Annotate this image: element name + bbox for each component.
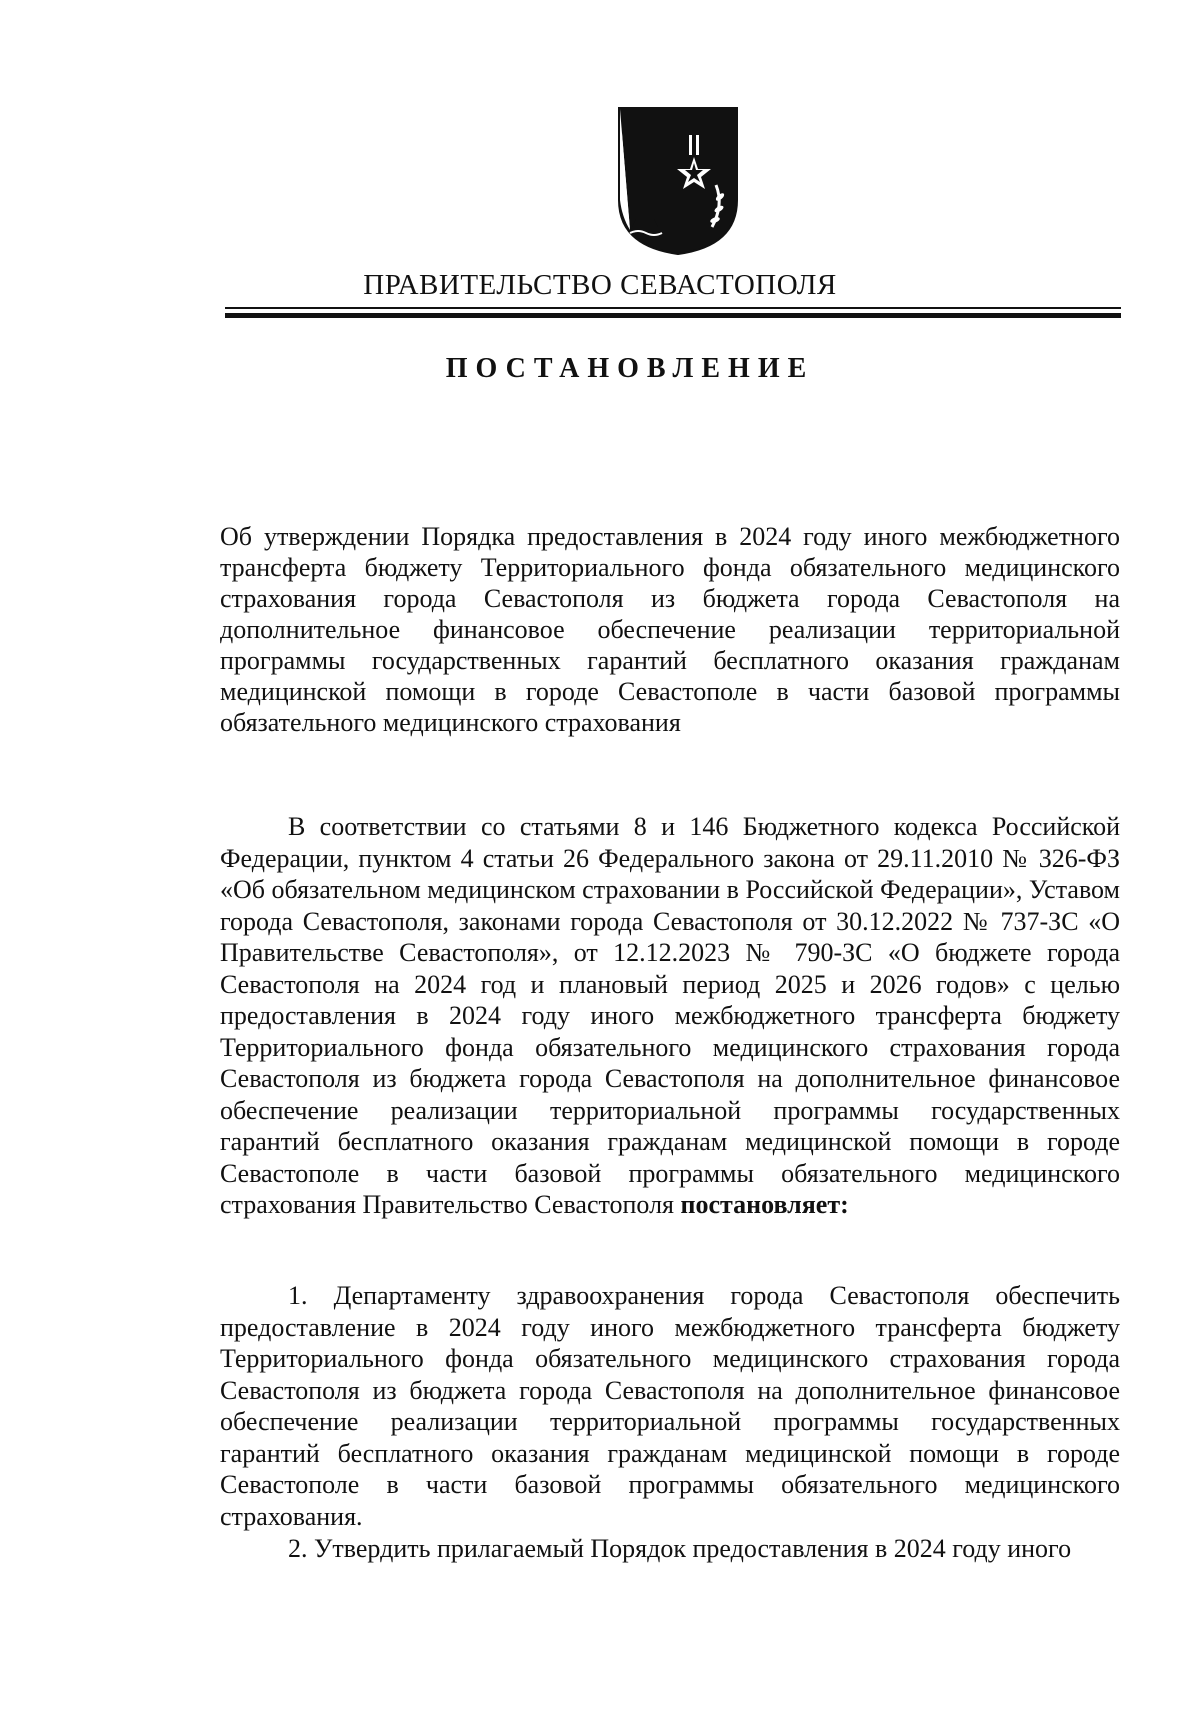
header-rule-thin: [225, 307, 1121, 309]
preamble-paragraph: [220, 811, 1120, 1221]
sevastopol-coat-of-arms-icon: [616, 105, 740, 255]
clause-2: 2. Утвердить прилагаемый Порядок предоставления в 2024 году иного: [288, 1534, 1072, 1563]
resolution-subject: Об утверждении Порядка предоставления в 2024 году иного межбюджетного трансферта бюджету Территориального фонда обязательного медицинского страхования города Севастополя из бюджета города Севастополя на дополнительное финансовое обеспечение реализации территориальной программы государственных гарантий бесплатного оказания гражданам медицинской помощи в городе Севастополе в части базовой программы обязательного медицинского страхования: [220, 522, 1120, 737]
header-rule-thick: [225, 313, 1121, 318]
government-name: ПРАВИТЕЛЬСТВО СЕВАСТОПОЛЯ: [363, 269, 837, 301]
preamble-decree-word: постановляет:: [680, 1190, 849, 1219]
document-type-title: ПОСТАНОВЛЕНИЕ: [445, 353, 815, 384]
preamble-text: В соответствии со статьями 8 и 146 Бюджетного кодекса Российской Федерации, пунктом 4 статьи 26 Федерального закона от 29.11.2010 № 326-ФЗ «Об обязательном медицинском страховании в Российской Федерации», Уставом города Севастополя, законами города Севастополя от 30.12.2022 № 737-ЗС «О Правительстве Севастополя», от 12.12.2023 № 790-ЗС «О бюджете города Севастополя на 2024 год и плановый период 2025 и 2026 годов» с целью предоставления в 2024 году иного межбюджетного трансферта бюджету Территориального фонда обязательного медицинского страхования города Севастополя из бюджета города Севастополя на дополнительное финансовое обеспечение реализации территориальной программы государственных гарантий бесплатного оказания гражданам медицинской помощи в городе Севастополе в части базовой программы обязательного медицинского страхования Правительство Севастополя: [220, 812, 1120, 1219]
clause-1: 1. Департаменту здравоохранения города Севастополя обеспечить предоставление в 2024 году иного межбюджетного трансферта бюджету Территориального фонда обязательного медицинского страхования города Севастополя из бюджета города Севастополя на дополнительное финансовое обеспечение реализации территориальной программы государственных гарантий бесплатного оказания гражданам медицинской помощи в городе Севастополе в части базовой программы обязательного медицинского страхования.: [220, 1281, 1120, 1531]
